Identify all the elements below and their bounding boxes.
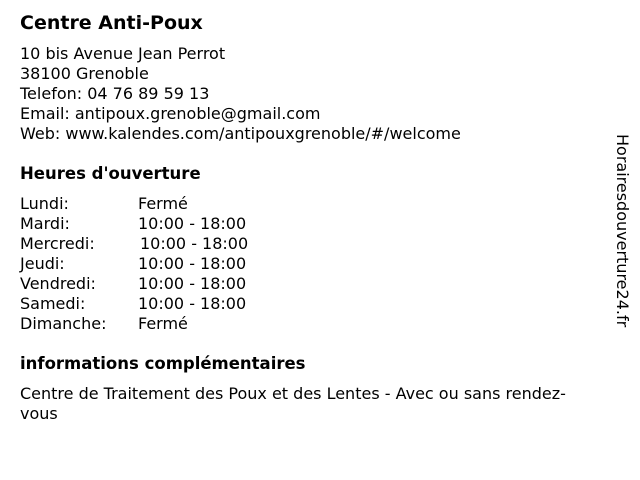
day-hours: 10:00 - 18:00	[140, 234, 249, 253]
day-hours: 10:00 - 18:00	[138, 254, 247, 273]
day-label: Lundi:	[20, 194, 69, 213]
day-label: Dimanche:	[20, 314, 107, 333]
phone: Telefon: 04 76 89 59 13	[20, 84, 210, 103]
site-watermark: Horairesdouverture24.fr	[613, 134, 632, 328]
day-label: Jeudi:	[20, 254, 65, 273]
day-hours: 10:00 - 18:00	[138, 294, 247, 313]
info-text-line-2: vous	[20, 404, 58, 423]
day-label: Mercredi:	[20, 234, 95, 253]
additional-info-text	[20, 384, 620, 424]
day-hours: 10:00 - 18:00	[138, 214, 247, 233]
website: Web: www.kalendes.com/antipouxgrenoble/#/welcome	[20, 124, 461, 143]
address-line-2: 38100 Grenoble	[20, 64, 149, 83]
day-hours: Fermé	[138, 194, 188, 213]
additional-info-heading: informations complémentaires	[20, 354, 306, 373]
address-line-1: 10 bis Avenue Jean Perrot	[20, 44, 226, 63]
day-label: Vendredi:	[20, 274, 96, 293]
email: Email: antipoux.grenoble@gmail.com	[20, 104, 321, 123]
day-hours: Fermé	[138, 314, 188, 333]
business-name: Centre Anti-Poux	[20, 12, 203, 34]
day-label: Samedi:	[20, 294, 86, 313]
day-hours: 10:00 - 18:00	[138, 274, 247, 293]
contact-block	[20, 44, 461, 144]
opening-hours-heading: Heures d'ouverture	[20, 164, 201, 183]
info-text-line-1: Centre de Traitement des Poux et des Lentes - Avec ou sans rendez-	[20, 384, 566, 403]
day-label: Mardi:	[20, 214, 70, 233]
